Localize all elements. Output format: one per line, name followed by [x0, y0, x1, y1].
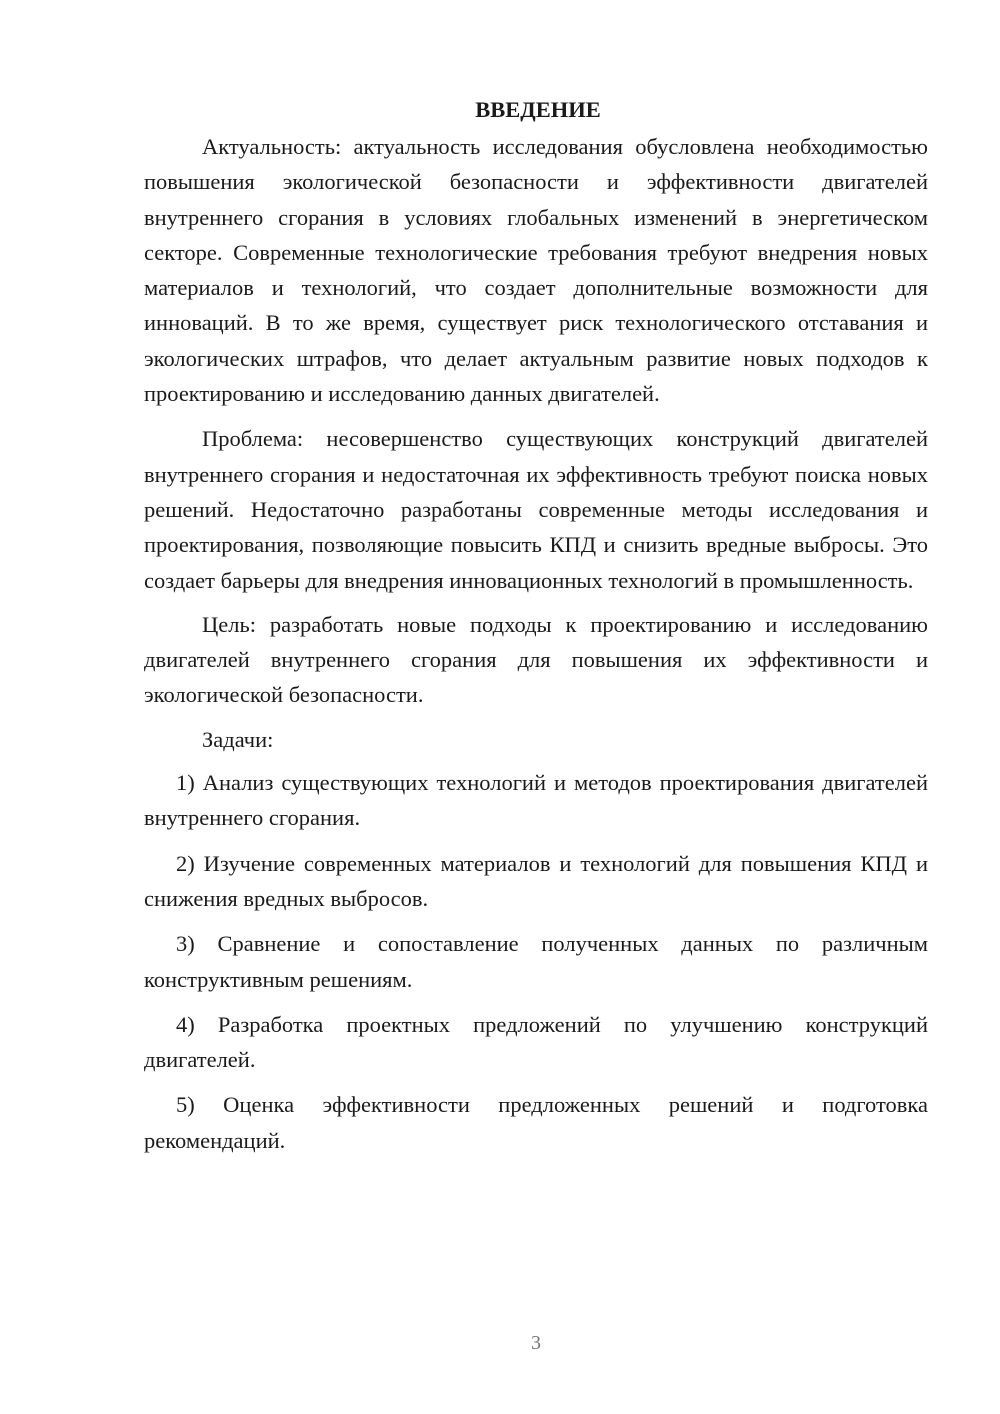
task-item-1: 1) Анализ существующих технологий и методов проектирования двигателей внутреннего сгорания.: [144, 770, 928, 831]
task-item-5: 5) Оценка эффективности предложенных решений и подготовка рекомендаций.: [144, 1092, 928, 1153]
paragraph-problem: Проблема: несовершенство существующих конструкций двигателей внутреннего сгорания и недостаточная их эффективность требуют поиска новых решений. Недостаточно разработаны современные методы исследования и проектирования, позволяющие повысить КПД и снизить вредные выбросы. Это создает барьеры для внедрения инновационных технологий в промышленность.: [144, 426, 928, 593]
page-number: 3: [531, 1332, 541, 1354]
paragraph-goal: Цель: разработать новые подходы к проектированию и исследованию двигателей внутреннего сгорания для повышения их эффективности и экологической безопасности.: [144, 611, 928, 708]
tasks-label: Задачи:: [202, 726, 274, 752]
task-item-3: 3) Сравнение и сопоставление полученных данных по различным конструктивным решениям.: [144, 931, 928, 992]
page-title: ВВЕДЕНИЕ: [475, 97, 601, 122]
paragraph-relevance: Актуальность: актуальность исследования обусловлена необходимостью повышения экологической безопасности и эффективности двигателей внутреннего сгорания в условиях глобальных изменений в энергетическом секторе. Современные технологические требования требуют внедрения новых материалов и технологий, что создает дополнительные возможности для инноваций. В то же время, существует риск технологического отставания и экологических штрафов, что делает актуальным развитие новых подходов к проектированию и исследованию данных двигателей.: [144, 134, 928, 407]
page-content: [144, 92, 928, 1158]
task-item-2: 2) Изучение современных материалов и технологий для повышения КПД и снижения вредных выбросов.: [144, 850, 928, 911]
task-item-4: 4) Разработка проектных предложений по улучшению конструкций двигателей.: [144, 1011, 928, 1073]
